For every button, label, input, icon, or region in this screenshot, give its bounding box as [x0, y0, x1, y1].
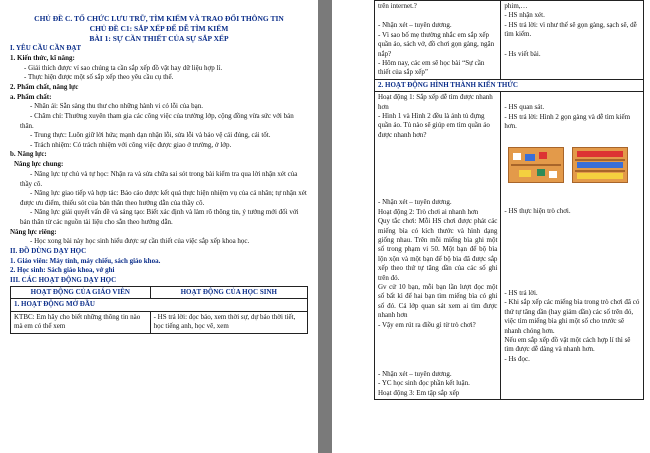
cell-line: Hoạt động 2: Trò chơi ai nhanh hơn [378, 207, 479, 216]
subsection-heading: 1. Giáo viên: Máy tính, máy chiếu, sách giáo khoa. [10, 256, 161, 265]
paragraph: - Trách nhiệm: Có trách nhiệm với công việc được giao ở trường, ở lớp. [30, 140, 232, 149]
cell-line: - HS trả lời: Hình 2 gọn gàng và dễ tìm kiếm hơn. [504, 112, 631, 131]
cell-line: - Nhận xét – tuyên dương. [378, 369, 452, 378]
cell-line: - HS nhận xét. [504, 11, 545, 20]
table-section-row: 2. HOẠT ĐỘNG HÌNH THÀNH KIẾN THỨC [375, 79, 644, 91]
table-cell [375, 1, 501, 80]
subsection-heading: a. Phẩm chất: [10, 92, 52, 101]
paragraph: - Học xong bài này học sinh hiểu được sự cần thiết của việc sắp xếp khoa học. [30, 237, 250, 246]
subsection-heading: b. Năng lực: [10, 150, 47, 159]
subsection-heading: 2. Phẩm chất, năng lực [10, 82, 79, 91]
lesson-title: BÀI 1: SỰ CẦN THIẾT CỦA SỰ SẮP XẾP [89, 34, 229, 43]
paragraph: - Năng lực giao tiếp và hợp tác: Báo cáo được kết quả thực hiện nhiệm vụ của cá nhân; tự nhận xét được ưu điểm, thiếu sót của bản thân theo hướng dẫn của thầy cô. [20, 189, 307, 207]
table-cell: - HS trả lời: đọc báo, xem thời sự, dự báo thời tiết, học tiếng anh, học vẽ, xem [150, 311, 307, 333]
lesson-table-continued [374, 0, 644, 400]
cell-line: phim,… [504, 2, 528, 10]
cell-line: - YC học sinh đọc phần kết luận. [378, 379, 470, 388]
cell-line: Hoạt động 1: Sắp xếp dễ tìm được nhanh hơn [378, 93, 493, 111]
paragraph: - Trung thực: Luôn giữ lời hứa; mạnh dạn nhận lỗi, sửa lỗi và bảo vệ cái đúng, cái tốt. [30, 131, 271, 140]
document-page-right [332, 0, 650, 453]
paragraph: - Nhân ái: Sẵn sàng thu thư cho những hành vi có lỗi của bạn. [30, 102, 204, 111]
cell-line: Hoạt động 3: Em tập sắp xếp [378, 388, 460, 397]
cell-line: - Hôm nay, các em sẽ học bài “Sự cần thiết của sắp xếp” [378, 59, 485, 77]
cell-line: trên internet.? [378, 2, 417, 10]
subsection-heading: 2. Học sinh: Sách giáo khoa, vở ghi [10, 266, 115, 275]
wardrobe-images [508, 147, 640, 183]
lesson-table [10, 286, 308, 334]
document-page-left [0, 0, 318, 453]
table-cell [501, 92, 644, 400]
cell-line: Quy tắc chơi: Mỗi HS chơi được phát các miếng bìa có kích thước và hình dạng giống nhau. Trên mỗi miếng bìa ghi một số trong phạm vi 50. Một bạn để bộ bìa lộn xộn và một bạn để bộ bìa đã được sắp xếp theo thứ tự tăng dần của các số ghi trên đó. [378, 217, 498, 282]
column-header: HOẠT ĐỘNG CỦA HỌC SINH [150, 287, 307, 299]
messy-wardrobe-image [508, 147, 564, 183]
cell-line: - Nhận xét – tuyên dương. [378, 21, 452, 30]
cell-line: Gv cử 10 bạn, mỗi bạn lần lượt đọc một số bất kì để hai bạn tìm miếng bìa có ghi số đó. Cả lớp quan sát xem ai tìm được nhanh hơn [378, 282, 498, 320]
table-cell [375, 92, 501, 400]
cell-line: - HS thực hiện trò chơi. [504, 207, 571, 216]
cell-line: - Nhận xét – tuyên dương. [378, 198, 452, 207]
cell-line: - HS quan sát. [504, 103, 545, 112]
section-heading: III. CÁC HOẠT ĐỘNG DẠY HỌC [10, 276, 117, 285]
cell-line: - HS trả lời. [504, 288, 538, 297]
subsection-heading: Năng lực chung: [14, 160, 64, 169]
section-heading: I. YÊU CẦU CẦN ĐẠT [10, 44, 82, 52]
subsection-heading: Năng lực riêng: [10, 227, 57, 236]
cell-line: - HS trả lời: vì như thế sẽ gọn gàng, sạch sẽ, dễ tìm kiếm. [504, 20, 637, 39]
column-header: HOẠT ĐỘNG CỦA GIÁO VIÊN [11, 287, 151, 299]
paragraph: - Giải thích được ví sao chúng ta cần sắp xếp đồ vật hay dữ liệu hợp lí. [24, 63, 223, 72]
subsection-heading: 1. Kiến thức, kĩ năng: [10, 53, 75, 62]
paragraph: - Chăm chỉ: Thường xuyên tham gia các công việc của trường lớp, cộng đồng vừa sức với bản thân. [20, 111, 294, 130]
section-heading: II. ĐỒ DÙNG DẠY HỌC [10, 246, 87, 255]
paragraph: - Năng lực tự chủ và tự học: Nhận ra và sửa chữa sai sót trong bài kiểm tra qua lời nhận xét của thầy cô. [20, 169, 298, 188]
table-cell: KTBC: Em hãy cho biết những thông tin nào mà em có thể xem [11, 311, 151, 333]
table-cell [501, 1, 644, 80]
cell-line: - Vậy em rút ra điều gì từ trò chơi? [378, 320, 476, 329]
cell-line: - Hs viết bài. [504, 49, 541, 58]
cell-line: - Khi sắp xếp các miếng bìa trong trò chơi đã có thứ tự tăng dần (hay giảm dần) các số trên đó, việc tìm miếng bìa ghi một số cho trước sẽ nhanh chóng hơn. [504, 298, 640, 335]
cell-line: Nếu em sắp xếp đồ vật một cách hợp lí thì sẽ tìm được dễ dàng và nhanh hơn. [504, 335, 631, 354]
subtopic-title: CHỦ ĐỀ C1: SẮP XẾP ĐỂ DỄ TÌM KIẾM [89, 24, 229, 33]
tidy-wardrobe-image [572, 147, 628, 183]
cell-line: - Vì sao bố mẹ thường nhắc em sắp xếp quần áo, sách vở, đồ chơi gọn gàng, ngăn nắp? [378, 30, 495, 58]
cell-line: - Hình 1 và Hình 2 đều là ảnh tủ đựng quần áo. Tủ nào sẽ giúp em tìm quần áo được nhanh hơn? [378, 112, 490, 139]
paragraph: - Năng lực giải quyết vấn đề và sáng tạo: Biết xác định và làm rõ thông tin, ý tưởng mới đối với bản thân từ các nguồn tài liệu cho sẵn theo hướng dẫn. [20, 208, 299, 226]
table-section-row: 1. HOẠT ĐỘNG MỞ ĐẦU [11, 299, 308, 311]
paragraph: - Thực hiện được một số sắp xếp theo yêu cầu cụ thể. [24, 73, 174, 82]
cell-line: - Hs đọc. [504, 354, 530, 363]
topic-title: CHỦ ĐỀ C. TỔ CHỨC LƯU TRỮ, TÌM KIẾM VÀ TRAO ĐỔI THÔNG TIN [34, 14, 284, 23]
